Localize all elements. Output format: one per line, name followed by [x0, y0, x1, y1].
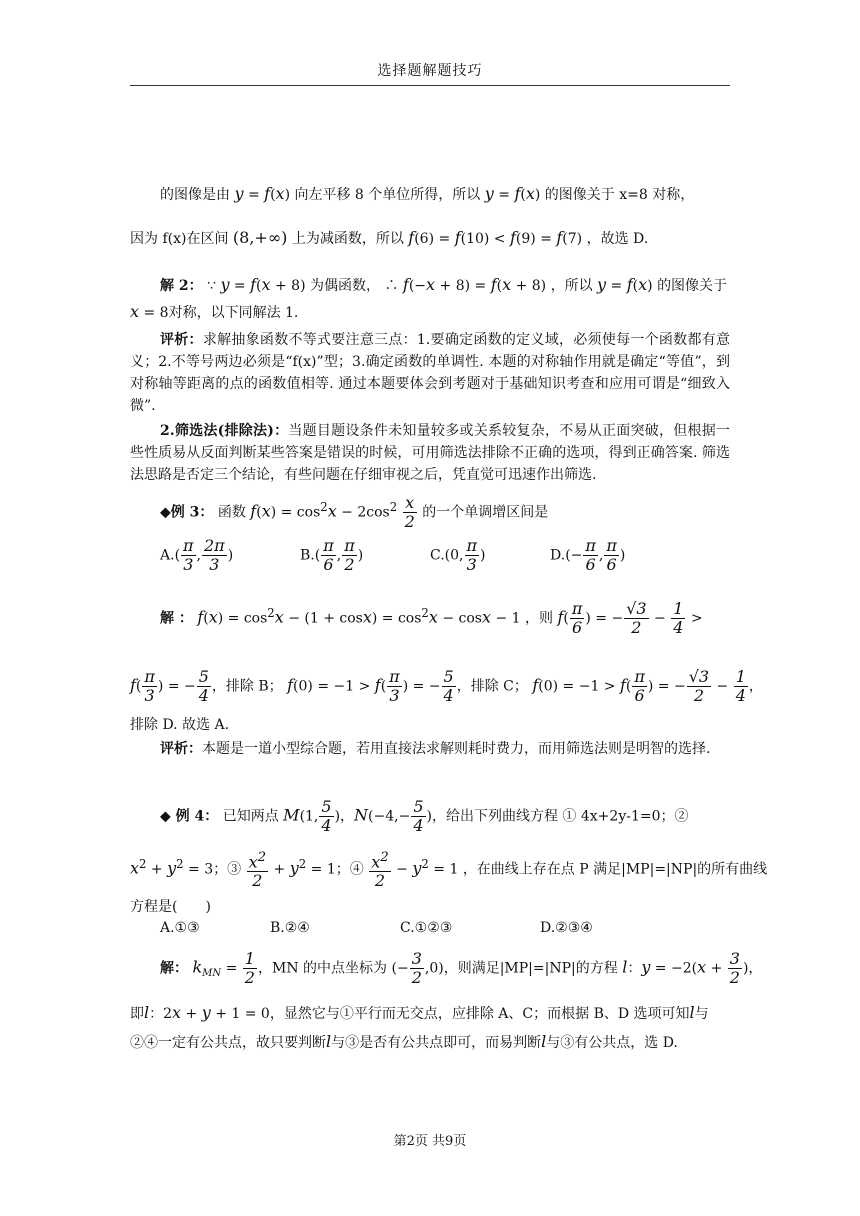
- math-y-eq-fx: y: [234, 184, 244, 203]
- solution-3-line-1: 解 ： $f(x) = \cos^2x - (1 + \cos x) = \cos^2x - \cos x - 1$ ，则 f( $\frac{\pi}{6}$ ) = − $\frac{√3}{2}$ − $\frac{1}{4}$ >: [160, 599, 703, 637]
- option-a: A.( $\frac{\pi}{3}$ , $\frac{2\pi}{3}$ ): [160, 536, 234, 574]
- option-b: B.②④: [270, 920, 310, 936]
- example-3-question: ◆例 3： 函数 $f(x) = \cos^2x - 2\cos^2$ $\frac{x}{2}$ 的一个单调增区间是: [160, 493, 549, 531]
- option-c: C.①②③: [400, 920, 453, 936]
- option-c: C.(0, $\frac{\pi}{3}$ ): [430, 536, 486, 574]
- option-d: D.(− $\frac{\pi}{6}$ , $\frac{\pi}{6}$ ): [550, 536, 626, 574]
- option-a: A.①③: [160, 920, 200, 936]
- solution-4-line-2: 即l：2x + y + 1 = 0，显然它与①平行而无交点，应排除 A、C；而根据 B、D 选项可知l与: [130, 1003, 709, 1022]
- solution-4-line-1: 解： $k_{MN}$ = $\frac{1}{2}$ ，MN 的中点坐标为 (− $\frac{3}{2}$ ,0)，则满足|MP|=|NP|的方程 l：y = −2(x + $\frac{3}{2}$ )，: [160, 949, 763, 987]
- solution-3-line-3: 排除 D. 故选 A.: [130, 717, 230, 733]
- page-header: 选择题解题技巧: [377, 63, 483, 79]
- solution-2-line-1: 解 2： ∵ y = f(x + 8) 为偶函数， ∴ f(−x + 8) = f(x + 8) ，所以 y = f(x) 的图像关于: [160, 275, 728, 294]
- solution-3-line-2: f( $\frac{\pi}{3}$ ) = − $\frac{5}{4}$ ，排除 B； f(0) = −1 > f( $\frac{\pi}{3}$ ) = − $\frac{5}{4}$ ，排除 C； f(0) = −1 > f( $\frac{\pi}{6}$ ) = − $\frac{√3}{2}$ − $\frac{1}{4}$ ，: [130, 667, 763, 705]
- page-footer: 第2页 共9页: [393, 1134, 467, 1149]
- method-2-paragraph: 2.筛选法(排除法)：当题目题设条件未知量较多或关系较复杂，不易从正面突破，但根据一些性质易从反面判断某些答案是错误的时候，可用筛选法排除不正确的选项，得到正确答案. 筛选法思路是否定三个结论，有些问题在仔细审视之后，凭直觉可迅速作出筛选.: [130, 423, 730, 483]
- paragraph-line-1: 的图像是由 y = f(x) 向左平移 8 个单位所得，所以 y = f(x) 的图像关于 x=8 对称，: [160, 184, 695, 203]
- option-b: B.( $\frac{\pi}{6}$ , $\frac{\pi}{2}$ ): [300, 536, 364, 574]
- option-d: D.②③④: [540, 920, 593, 936]
- example-4-question-line-3: 方程是( ): [130, 899, 211, 915]
- solution-4-line-3: ②④一定有公共点，故只要判断l与③是否有公共点即可，而易判断l与③有公共点，选 D.: [130, 1032, 678, 1051]
- paragraph-line-2: 因为 f(x)在区间 (8,+∞) 上为减函数，所以 f(6) = f(10) < f(9) = f(7) ，故选 D.: [130, 228, 649, 247]
- solution-2-line-2: x = 8对称，以下同解法 1.: [130, 302, 299, 321]
- example-4-question-line-2: $x^2 + y^2 = 3$；③ $\frac{x^2}{2}$ + $y^2 = 1$；④ $\frac{x^2}{2}$ − $y^2 = 1$ ，在曲线上存在点 P 满足|MP|=|NP|的所有曲线: [130, 850, 768, 891]
- review-paragraph-1: 评析：求解抽象函数不等式要注意三点：1.要确定函数的定义域，必须使每一个函数都有意义；2.不等号两边必须是“f(x)”型；3.确定函数的单调性. 本题的对称轴作用就是确定“等值”，到对称轴等距离的点的函数值相等. 通过本题要体会到考题对于基础知识考查和应用可谓是“细致入微”.: [130, 332, 731, 414]
- review-paragraph-2: 评析：本题是一道小型综合题，若用直接法求解则耗时费力，而用筛选法则是明智的选择.: [160, 741, 711, 757]
- header-divider: [130, 85, 730, 86]
- example-4-question-line-1: ◆ 例 4： 已知两点 M(1, $\frac{5}{4}$ )，N(−4,− $\frac{5}{4}$ )，给出下列曲线方程 ① 4x+2y-1=0；②: [160, 797, 689, 835]
